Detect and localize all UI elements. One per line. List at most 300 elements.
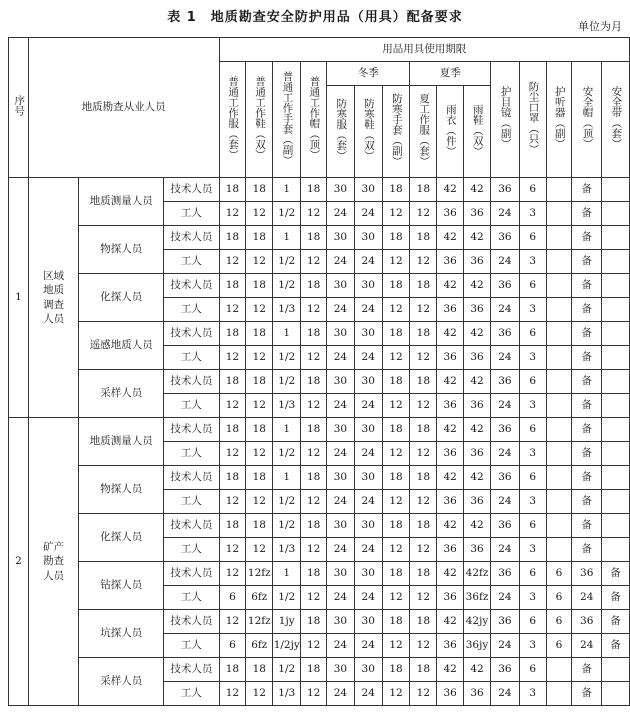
value-cell: 12 xyxy=(301,394,327,418)
subgroup-name-cell: 地质测量人员 xyxy=(79,418,164,466)
value-cell: 36 xyxy=(491,370,520,394)
value-cell: 18 xyxy=(219,658,246,682)
value-cell: 42 xyxy=(437,658,464,682)
value-cell: 1/2 xyxy=(273,514,301,538)
col-header: 防寒鞋（双） xyxy=(354,86,382,178)
value-cell: 36 xyxy=(491,514,520,538)
value-cell: 1/3 xyxy=(273,298,301,322)
value-cell: 3 xyxy=(519,490,546,514)
value-cell: 24 xyxy=(354,250,382,274)
value-cell: 36 xyxy=(437,202,464,226)
col-header: 普通工作帽（顶） xyxy=(301,62,327,178)
subgroup-name-cell: 坑探人员 xyxy=(79,610,164,658)
role-cell: 工人 xyxy=(164,202,219,226)
col-header: 防尘口罩（只） xyxy=(519,62,546,178)
value-cell: 18 xyxy=(301,274,327,298)
value-cell: 12 xyxy=(246,682,273,706)
value-cell: 1 xyxy=(273,322,301,346)
subgroup-name-cell: 物探人员 xyxy=(79,226,164,274)
value-cell: 36 xyxy=(572,610,602,634)
value-cell: 3 xyxy=(519,346,546,370)
header-personnel: 地质勘查从业人员 xyxy=(28,38,219,178)
value-cell: 12 xyxy=(382,346,410,370)
role-cell: 技术人员 xyxy=(164,562,219,586)
col-header: 安全帽（顶） xyxy=(572,62,602,178)
table-row xyxy=(9,178,630,202)
table-row xyxy=(9,562,630,586)
value-cell: 42jy xyxy=(464,610,491,634)
value-cell: 1/2 xyxy=(273,370,301,394)
col-header: 雨鞋（双） xyxy=(464,86,491,178)
value-cell: 18 xyxy=(410,226,437,250)
value-cell: 18 xyxy=(246,178,273,202)
value-cell: 备 xyxy=(572,418,602,442)
group-name-cell: 矿产 勘查 人员 xyxy=(28,418,78,706)
value-cell: 12 xyxy=(301,250,327,274)
value-cell: 24 xyxy=(327,682,355,706)
value-cell: 30 xyxy=(327,370,355,394)
col-header: 普通工作服（套） xyxy=(219,62,246,178)
value-cell: 12 xyxy=(246,202,273,226)
value-cell: 24 xyxy=(491,202,520,226)
value-cell: 1/2 xyxy=(273,250,301,274)
value-cell: 18 xyxy=(382,418,410,442)
value-cell: 18 xyxy=(301,178,327,202)
value-cell: 42 xyxy=(437,610,464,634)
value-cell: 备 xyxy=(602,610,630,634)
value-cell: 30 xyxy=(354,514,382,538)
value-cell: 18 xyxy=(410,562,437,586)
value-cell: 18 xyxy=(246,226,273,250)
value-cell: 18 xyxy=(410,274,437,298)
value-cell: 42 xyxy=(437,322,464,346)
value-cell: 12 xyxy=(246,394,273,418)
value-cell: 1/3 xyxy=(273,394,301,418)
value-cell: 备 xyxy=(602,586,630,610)
value-cell: 12 xyxy=(246,490,273,514)
value-cell: 36jy xyxy=(464,634,491,658)
value-cell: 12 xyxy=(219,610,246,634)
value-cell: 18 xyxy=(219,226,246,250)
value-cell: 12 xyxy=(382,442,410,466)
value-cell xyxy=(546,322,572,346)
value-cell: 18 xyxy=(246,274,273,298)
value-cell xyxy=(546,202,572,226)
value-cell: 6 xyxy=(546,586,572,610)
col-header: 护目镜（副） xyxy=(491,62,520,178)
value-cell: 42 xyxy=(437,274,464,298)
value-cell: 3 xyxy=(519,298,546,322)
value-cell xyxy=(546,418,572,442)
value-cell: 24 xyxy=(327,634,355,658)
value-cell: 6 xyxy=(519,610,546,634)
role-cell: 技术人员 xyxy=(164,226,219,250)
value-cell: 36 xyxy=(437,538,464,562)
value-cell: 24 xyxy=(491,682,520,706)
value-cell: 36 xyxy=(464,346,491,370)
value-cell: 备 xyxy=(572,370,602,394)
value-cell: 12 xyxy=(410,682,437,706)
value-cell xyxy=(546,226,572,250)
value-cell: 42 xyxy=(464,514,491,538)
value-cell: 1 xyxy=(273,226,301,250)
value-cell: 42 xyxy=(437,562,464,586)
value-cell: 1/2 xyxy=(273,202,301,226)
role-cell: 技术人员 xyxy=(164,370,219,394)
value-cell: 12fz xyxy=(246,610,273,634)
col-header: 防寒服（套） xyxy=(327,86,355,178)
value-cell: 24 xyxy=(491,250,520,274)
value-cell: 12 xyxy=(410,586,437,610)
role-cell: 技术人员 xyxy=(164,274,219,298)
subgroup-name-cell: 化探人员 xyxy=(79,274,164,322)
value-cell: 6 xyxy=(519,322,546,346)
value-cell: 1/3 xyxy=(273,538,301,562)
value-cell: 3 xyxy=(519,394,546,418)
header-seq: 序号 xyxy=(9,38,29,178)
value-cell: 18 xyxy=(410,178,437,202)
value-cell: 24 xyxy=(354,634,382,658)
value-cell: 备 xyxy=(572,346,602,370)
value-cell: 24 xyxy=(327,538,355,562)
value-cell xyxy=(546,346,572,370)
value-cell: 12 xyxy=(382,586,410,610)
value-cell: 18 xyxy=(246,658,273,682)
value-cell: 备 xyxy=(572,514,602,538)
value-cell xyxy=(602,514,630,538)
value-cell xyxy=(546,514,572,538)
value-cell xyxy=(602,418,630,442)
value-cell: 备 xyxy=(572,322,602,346)
value-cell: 30 xyxy=(354,658,382,682)
value-cell: 36 xyxy=(491,610,520,634)
value-cell: 1/2 xyxy=(273,586,301,610)
value-cell: 12 xyxy=(410,202,437,226)
role-cell: 技术人员 xyxy=(164,514,219,538)
value-cell: 24 xyxy=(491,394,520,418)
value-cell: 12 xyxy=(219,538,246,562)
value-cell: 18 xyxy=(219,514,246,538)
role-cell: 技术人员 xyxy=(164,322,219,346)
value-cell: 备 xyxy=(572,250,602,274)
value-cell: 24 xyxy=(572,634,602,658)
value-cell: 18 xyxy=(246,418,273,442)
value-cell: 36 xyxy=(437,298,464,322)
subgroup-name-cell: 采样人员 xyxy=(79,370,164,418)
value-cell: 18 xyxy=(410,514,437,538)
value-cell: 42 xyxy=(464,418,491,442)
value-cell: 30 xyxy=(354,418,382,442)
value-cell: 24 xyxy=(327,586,355,610)
value-cell: 6fz xyxy=(246,586,273,610)
value-cell: 42 xyxy=(437,418,464,442)
value-cell xyxy=(546,490,572,514)
value-cell: 12 xyxy=(382,682,410,706)
role-cell: 工人 xyxy=(164,538,219,562)
value-cell: 备 xyxy=(572,298,602,322)
value-cell: 1jy xyxy=(273,610,301,634)
value-cell: 12 xyxy=(410,634,437,658)
value-cell: 18 xyxy=(219,370,246,394)
value-cell: 36 xyxy=(491,658,520,682)
value-cell xyxy=(602,682,630,706)
value-cell: 1/2 xyxy=(273,346,301,370)
value-cell: 备 xyxy=(572,226,602,250)
value-cell: 备 xyxy=(572,202,602,226)
value-cell: 12 xyxy=(219,298,246,322)
value-cell: 6 xyxy=(519,418,546,442)
value-cell: 18 xyxy=(410,610,437,634)
value-cell: 12 xyxy=(219,442,246,466)
value-cell: 18 xyxy=(246,322,273,346)
col-header: 护听器（副） xyxy=(546,62,572,178)
role-cell: 工人 xyxy=(164,250,219,274)
unit-label: 单位为月 xyxy=(578,20,622,33)
seq-cell: 2 xyxy=(9,418,29,706)
table-row xyxy=(9,226,630,250)
value-cell: 18 xyxy=(382,178,410,202)
role-cell: 技术人员 xyxy=(164,610,219,634)
value-cell: 42 xyxy=(437,226,464,250)
value-cell: 12 xyxy=(382,634,410,658)
value-cell: 36 xyxy=(437,682,464,706)
value-cell: 18 xyxy=(382,610,410,634)
value-cell: 18 xyxy=(382,322,410,346)
table-row xyxy=(9,274,630,298)
value-cell xyxy=(602,346,630,370)
value-cell: 18 xyxy=(219,418,246,442)
value-cell xyxy=(546,466,572,490)
value-cell: 30 xyxy=(354,322,382,346)
value-cell: 3 xyxy=(519,682,546,706)
value-cell: 6 xyxy=(519,226,546,250)
value-cell: 24 xyxy=(354,202,382,226)
value-cell: 30 xyxy=(354,610,382,634)
value-cell: 12 xyxy=(219,682,246,706)
value-cell: 30 xyxy=(327,418,355,442)
value-cell: 18 xyxy=(382,658,410,682)
table-row xyxy=(9,418,630,442)
value-cell: 备 xyxy=(572,538,602,562)
value-cell xyxy=(602,394,630,418)
value-cell: 12 xyxy=(301,202,327,226)
subgroup-name-cell: 遥感地质人员 xyxy=(79,322,164,370)
value-cell xyxy=(546,442,572,466)
value-cell: 12 xyxy=(301,490,327,514)
value-cell: 36 xyxy=(491,466,520,490)
value-cell: 36 xyxy=(464,490,491,514)
value-cell: 18 xyxy=(382,274,410,298)
col-header: 防寒手套（副） xyxy=(382,86,410,178)
value-cell: 42 xyxy=(437,466,464,490)
value-cell: 42 xyxy=(464,178,491,202)
value-cell: 1/3 xyxy=(273,682,301,706)
value-cell: 12 xyxy=(382,394,410,418)
value-cell: 36 xyxy=(464,298,491,322)
header-winter: 冬季 xyxy=(327,62,410,86)
value-cell xyxy=(602,274,630,298)
value-cell: 30 xyxy=(327,274,355,298)
value-cell: 18 xyxy=(219,466,246,490)
table-row xyxy=(9,466,630,490)
value-cell: 30 xyxy=(354,226,382,250)
value-cell: 备 xyxy=(602,562,630,586)
value-cell: 12 xyxy=(410,394,437,418)
value-cell: 18 xyxy=(301,562,327,586)
value-cell: 36 xyxy=(491,274,520,298)
value-cell: 36 xyxy=(491,562,520,586)
value-cell: 6 xyxy=(519,466,546,490)
value-cell: 24 xyxy=(327,346,355,370)
value-cell: 12 xyxy=(301,442,327,466)
value-cell: 30 xyxy=(327,658,355,682)
value-cell: 3 xyxy=(519,442,546,466)
value-cell: 6fz xyxy=(246,634,273,658)
value-cell: 1/2 xyxy=(273,490,301,514)
value-cell: 36 xyxy=(437,250,464,274)
value-cell: 12 xyxy=(410,298,437,322)
value-cell xyxy=(602,322,630,346)
value-cell: 12 xyxy=(219,562,246,586)
value-cell: 18 xyxy=(246,466,273,490)
value-cell: 备 xyxy=(572,490,602,514)
table-row xyxy=(9,322,630,346)
value-cell: 6 xyxy=(519,514,546,538)
value-cell: 36 xyxy=(437,634,464,658)
role-cell: 工人 xyxy=(164,586,219,610)
value-cell: 36 xyxy=(437,442,464,466)
value-cell: 24 xyxy=(327,394,355,418)
value-cell: 24 xyxy=(354,682,382,706)
table-row xyxy=(9,658,630,682)
table-body xyxy=(9,178,630,706)
value-cell: 42 xyxy=(437,514,464,538)
value-cell xyxy=(546,394,572,418)
value-cell: 12 xyxy=(301,346,327,370)
value-cell: 36 xyxy=(491,178,520,202)
value-cell: 6 xyxy=(519,370,546,394)
role-cell: 技术人员 xyxy=(164,658,219,682)
col-header: 安全带（套） xyxy=(602,62,630,178)
value-cell: 1/2 xyxy=(273,442,301,466)
value-cell xyxy=(602,298,630,322)
ppe-table xyxy=(8,37,630,706)
value-cell: 36 xyxy=(437,394,464,418)
role-cell: 工人 xyxy=(164,634,219,658)
value-cell: 24 xyxy=(491,538,520,562)
value-cell: 12 xyxy=(219,394,246,418)
value-cell: 30 xyxy=(354,562,382,586)
subgroup-name-cell: 地质测量人员 xyxy=(79,178,164,226)
value-cell: 备 xyxy=(602,634,630,658)
value-cell xyxy=(546,178,572,202)
value-cell: 18 xyxy=(382,226,410,250)
value-cell: 12 xyxy=(219,250,246,274)
value-cell: 30 xyxy=(327,322,355,346)
value-cell: 24 xyxy=(354,298,382,322)
value-cell: 30 xyxy=(327,562,355,586)
value-cell xyxy=(602,202,630,226)
value-cell: 36 xyxy=(437,346,464,370)
value-cell: 1 xyxy=(273,562,301,586)
value-cell: 36 xyxy=(464,250,491,274)
value-cell: 3 xyxy=(519,634,546,658)
value-cell: 18 xyxy=(301,322,327,346)
value-cell: 12 xyxy=(301,298,327,322)
value-cell: 42fz xyxy=(464,562,491,586)
value-cell: 36 xyxy=(491,322,520,346)
value-cell: 6 xyxy=(219,634,246,658)
value-cell: 24 xyxy=(354,538,382,562)
value-cell: 12fz xyxy=(246,562,273,586)
table-row xyxy=(9,514,630,538)
value-cell: 备 xyxy=(572,274,602,298)
value-cell: 24 xyxy=(491,298,520,322)
value-cell: 1/2 xyxy=(273,274,301,298)
col-header: 普通工作手套（副） xyxy=(273,62,301,178)
value-cell: 备 xyxy=(572,178,602,202)
header-period: 用品用具使用期限 xyxy=(219,38,630,62)
value-cell: 24 xyxy=(327,250,355,274)
value-cell: 30 xyxy=(354,466,382,490)
table-row xyxy=(9,610,630,634)
value-cell xyxy=(546,274,572,298)
value-cell: 24 xyxy=(491,586,520,610)
value-cell: 3 xyxy=(519,538,546,562)
value-cell: 30 xyxy=(327,226,355,250)
value-cell: 18 xyxy=(219,178,246,202)
value-cell: 12 xyxy=(410,490,437,514)
role-cell: 工人 xyxy=(164,490,219,514)
value-cell: 3 xyxy=(519,586,546,610)
value-cell: 36 xyxy=(464,442,491,466)
value-cell: 6 xyxy=(546,610,572,634)
value-cell: 30 xyxy=(327,466,355,490)
value-cell: 30 xyxy=(327,178,355,202)
value-cell: 42 xyxy=(464,274,491,298)
value-cell: 18 xyxy=(410,370,437,394)
value-cell: 18 xyxy=(301,226,327,250)
col-header: 夏工作服（套） xyxy=(410,86,437,178)
value-cell: 3 xyxy=(519,202,546,226)
value-cell: 36 xyxy=(464,394,491,418)
subgroup-name-cell: 采样人员 xyxy=(79,658,164,706)
value-cell: 42 xyxy=(464,658,491,682)
value-cell: 备 xyxy=(572,442,602,466)
role-cell: 工人 xyxy=(164,442,219,466)
value-cell: 18 xyxy=(410,418,437,442)
value-cell: 24 xyxy=(491,490,520,514)
value-cell: 24 xyxy=(327,202,355,226)
role-cell: 技术人员 xyxy=(164,418,219,442)
value-cell: 18 xyxy=(382,514,410,538)
value-cell: 12 xyxy=(246,250,273,274)
value-cell: 12 xyxy=(410,250,437,274)
col-header: 普通工作鞋（双） xyxy=(246,62,273,178)
value-cell: 1 xyxy=(273,178,301,202)
value-cell: 6 xyxy=(519,274,546,298)
subgroup-name-cell: 钻探人员 xyxy=(79,562,164,610)
value-cell: 30 xyxy=(327,610,355,634)
value-cell: 6 xyxy=(519,178,546,202)
value-cell xyxy=(602,442,630,466)
value-cell: 18 xyxy=(410,466,437,490)
value-cell: 30 xyxy=(354,178,382,202)
value-cell xyxy=(602,538,630,562)
value-cell: 30 xyxy=(354,370,382,394)
value-cell: 36 xyxy=(572,562,602,586)
value-cell: 24 xyxy=(354,346,382,370)
